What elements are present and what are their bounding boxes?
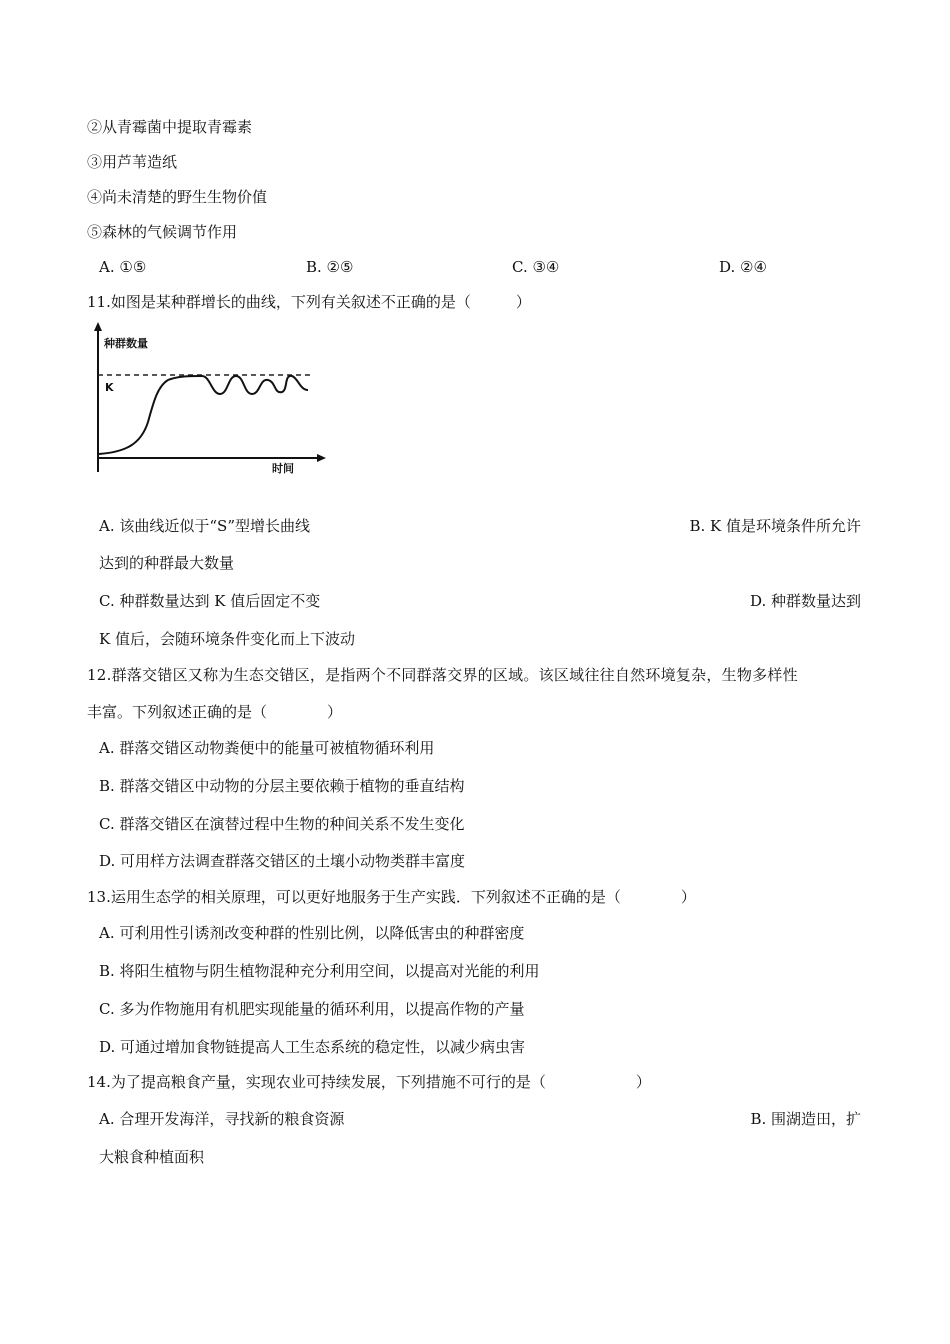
population-growth-graph [86,322,326,480]
q10-item-3: ③用芦苇造纸 [87,153,178,171]
q11-stem: 11.如图是某种群增长的曲线，下列有关叙述不正确的是（ ） [87,293,531,311]
q11-option-c: C. 种群数量达到 K 值后固定不变 [99,592,321,610]
q11-option-b-part2: 达到的种群最大数量 [99,554,235,572]
q10-item-2: ②从青霉菌中提取青霉素 [87,118,253,136]
k-label: K [105,381,114,394]
q12-option-c: C. 群落交错区在演替过程中生物的种间关系不发生变化 [99,815,465,833]
q14-option-a: A. 合理开发海洋，寻找新的粮食资源 [99,1110,345,1128]
q12-option-b: B. 群落交错区中动物的分层主要依赖于植物的垂直结构 [99,777,465,795]
s-curve [99,376,308,454]
q10-item-5: ⑤森林的气候调节作用 [87,223,238,241]
q11-option-a: A. 该曲线近似于“S”型增长曲线 [99,517,310,535]
q12-stem-line1: 12.群落交错区又称为生态交错区，是指两个不同群落交界的区域。该区域往往自然环境复杂，生物多样性 [87,666,798,684]
q11-option-d-part1: D. 种群数量达到 [749,592,861,610]
q13-stem: 13.运用生态学的相关原理，可以更好地服务于生产实践．下列叙述不正确的是（ ） [87,888,696,906]
q14-option-b-part1: B. 围湖造田，扩 [750,1110,861,1128]
q12-option-d: D. 可用样方法调查群落交错区的土壤小动物类群丰富度 [99,852,466,870]
q13-option-c: C. 多为作物施用有机肥实现能量的循环利用，以提高作物的产量 [99,1000,525,1018]
q13-option-b: B. 将阳生植物与阴生植物混种充分利用空间，以提高对光能的利用 [99,962,540,980]
q14-option-b-part2: 大粮食种植面积 [99,1148,205,1166]
q12-option-a: A. 群落交错区动物粪便中的能量可被植物循环利用 [99,739,435,757]
y-axis-arrow-icon [94,322,102,331]
q10-option-d: D. ②④ [719,258,767,276]
q11-option-b-part1: B. K 值是环境条件所允许 [689,517,861,535]
x-axis-label: 时间 [272,462,294,475]
q10-option-c: C. ③④ [512,258,560,276]
x-axis-arrow-icon [317,454,326,462]
q13-option-d: D. 可通过增加食物链提高人工生态系统的稳定性，以减少病虫害 [99,1038,526,1056]
q11-option-d-part2: K 值后，会随环境条件变化而上下波动 [99,630,355,648]
q10-option-a: A. ①⑤ [99,258,147,276]
q10-option-b: B. ②⑤ [306,258,354,276]
q10-item-4: ④尚未清楚的野生生物价值 [87,188,268,206]
y-axis-label: 种群数量 [104,337,148,350]
q13-option-a: A. 可利用性引诱剂改变种群的性别比例，以降低害虫的种群密度 [99,924,525,942]
q14-stem: 14.为了提高粮食产量，实现农业可持续发展，下列措施不可行的是（ ） [87,1073,651,1091]
q12-stem-line2: 丰富。下列叙述正确的是（ ） [87,703,343,721]
